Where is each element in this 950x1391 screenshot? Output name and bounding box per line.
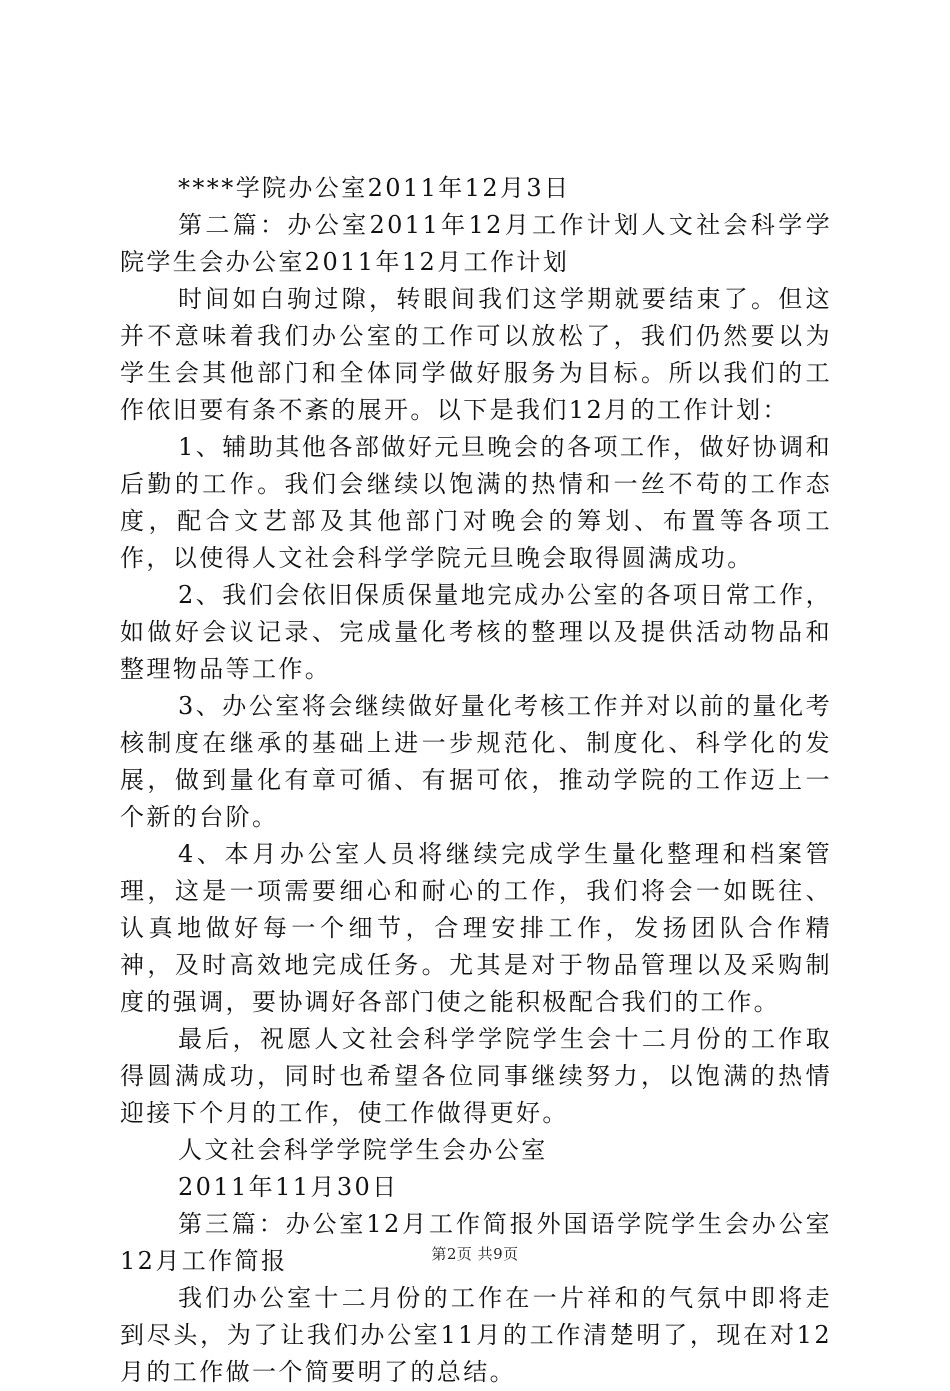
summary-paragraph: 我们办公室十二月份的工作在一片祥和的气氛中即将走到尽头，为了让我们办公室11月的工作清楚明了，现在对12月的工作做一个简要明了的总结。 [120,1284,832,1386]
plan-item-3: 3、办公室将会继续做好量化考核工作并对以前的量化考核制度在继承的基础上进一步规范化、制度化、科学化的发展，做到量化有章可循、有据可依，推动学院的工作迈上一个新的台阶。 [120,692,832,831]
closing-paragraph: 最后，祝愿人文社会科学学院学生会十二月份的工作取得圆满成功，同时也希望各位同事继续努力，以饱满的热情迎接下个月的工作，使工作做得更好。 [120,1025,832,1127]
signature-office: 人文社会科学学院学生会办公室 [178,1136,548,1164]
plan-item-4: 4、本月办公室人员将继续完成学生量化整理和档案管理，这是一项需要细心和耐心的工作，我们将会一如既往、认真地做好每一个细节，合理安排工作，发扬团队合作精神，及时高效地完成任务。尤其是对于物品管理以及采购制度的强调，要协调好各部门使之能积极配合我们的工作。 [120,840,832,1016]
document-body [120,170,832,1391]
intro-paragraph: 时间如白驹过隙，转眼间我们这学期就要结束了。但这并不意味着我们办公室的工作可以放松了，我们仍然要以为学生会其他部门和全体同学做好服务为目标。所以我们的工作依旧要有条不紊的展开。以下是我们12月的工作计划： [120,285,832,424]
plan-item-1: 1、辅助其他各部做好元旦晚会的各项工作，做好协调和后勤的工作。我们会继续以饱满的热情和一丝不苟的工作态度，配合文艺部及其他部门对晚会的筹划、布置等各项工作，以使得人文社会科学学院元旦晚会取得圆满成功。 [120,433,832,572]
section-heading-3: 第三篇：办公室12月工作简报外国语学院学生会办公室12月工作简报 [120,1210,832,1275]
plan-item-2: 2、我们会依旧保质保量地完成办公室的各项日常工作，如做好会议记录、完成量化考核的整理以及提供活动物品和整理物品等工作。 [120,581,832,683]
section-heading-2: 第二篇：办公室2011年12月工作计划人文社会科学学院学生会办公室2011年12月工作计划 [120,211,832,276]
signature-date: 2011年11月30日 [178,1173,399,1201]
page-footer: 第2页 共9页 [431,1245,519,1263]
signature-line-1: ****学院办公室2011年12月3日 [178,174,571,202]
